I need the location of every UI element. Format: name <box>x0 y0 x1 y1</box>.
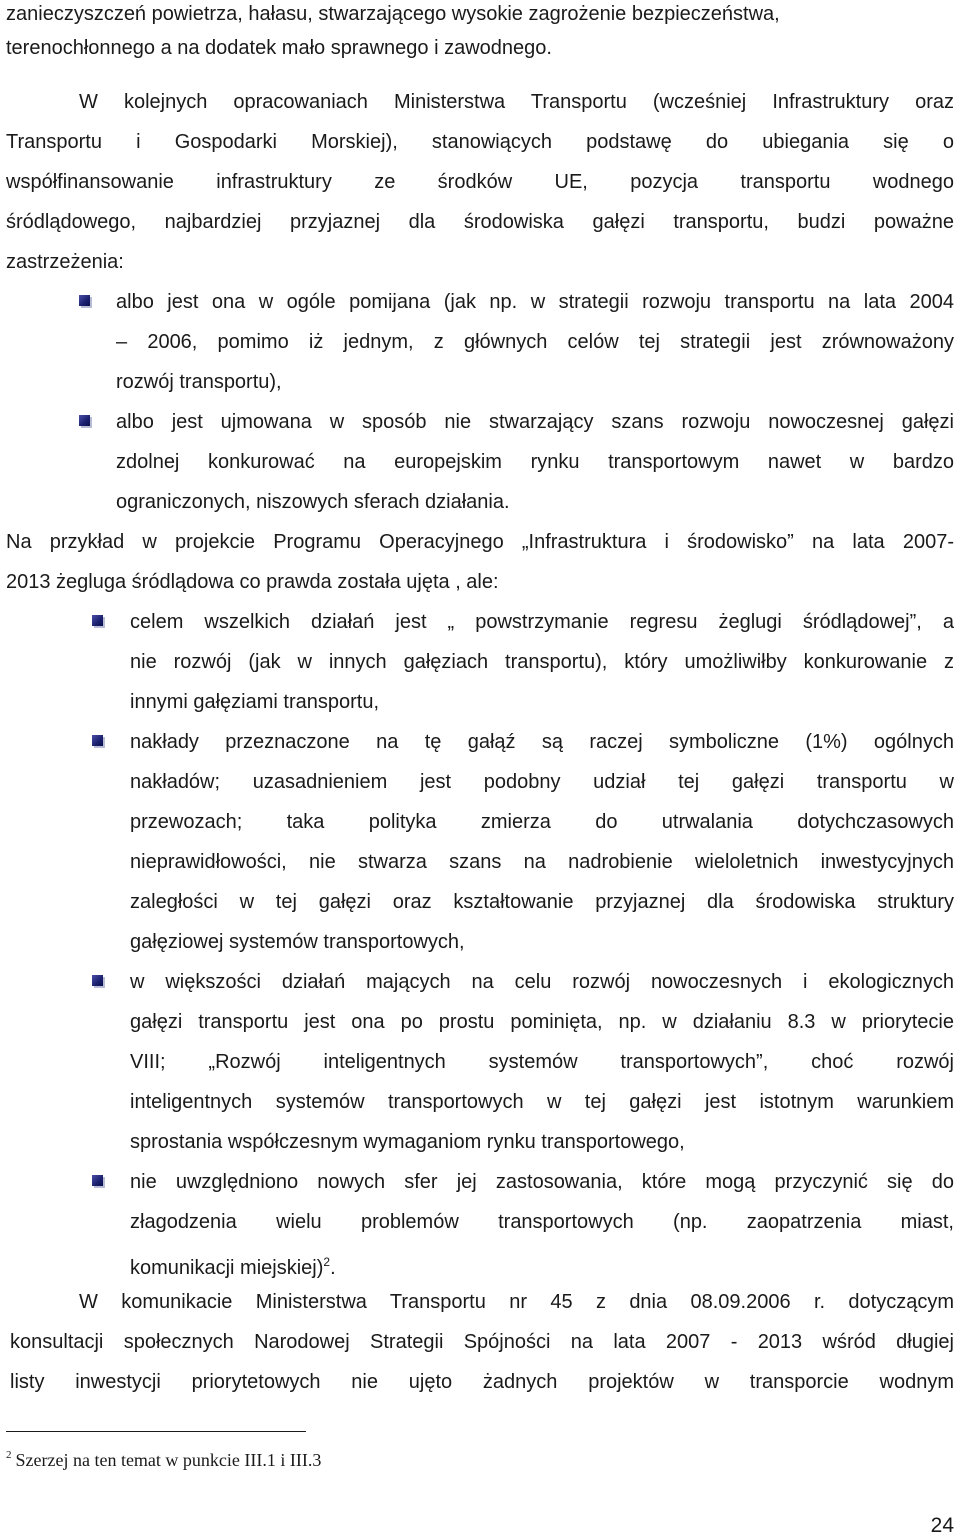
list-item-text: rozwój transportu), <box>116 371 282 393</box>
list-item-text: albo jest ona w ogóle pomijana (jak np. w strategii rozwoju transportu na lata 2004 <box>116 291 954 313</box>
list-item-text: celem wszelkich działań jest „ powstrzymanie regresu żeglugi śródlądowej”, a <box>130 611 954 633</box>
text-line: konsultacji społecznych Narodowej Strategii Spójności na lata 2007 - 2013 wśród długiej <box>10 1331 954 1353</box>
footnote-text: Szerzej na ten temat w punkcie III.1 i III.3 <box>15 1450 322 1470</box>
list-item-text: VIII; „Rozwój inteligentnych systemów transportowych”, choć rozwój <box>130 1051 954 1073</box>
list-item-text: nie uwzględniono nowych sfer jej zastosowania, które mogą przyczynić się do <box>130 1171 954 1193</box>
page-number: 24 <box>930 1514 954 1537</box>
footnote <box>6 1443 321 1472</box>
list-item-text: nakłady przeznaczone na tę gałąź są raczej symboliczne (1%) ogólnych <box>130 731 954 753</box>
text-line: Na przykład w projekcie Programu Operacyjnego „Infrastruktura i środowisko” na lata 2007- <box>6 531 954 553</box>
list-item-text: w większości działań mających na celu rozwój nowoczesnych i ekologicznych <box>130 971 954 993</box>
list-item-text: – 2006, pomimo iż jednym, z głównych celów tej strategii jest zrównoważony <box>116 331 954 353</box>
list-item-text: zaległości w tej gałęzi oraz kształtowanie przyjaznej dla środowiska struktury <box>130 891 954 913</box>
footnote-marker: 2 <box>6 1449 12 1461</box>
list-item-text: gałęzi transportu jest ona po prostu pominięta, np. w działaniu 8.3 w priorytecie <box>130 1011 954 1033</box>
list-item-text: nieprawidłowości, nie stwarza szans na nadrobienie wieloletnich inwestycyjnych <box>130 851 954 873</box>
text-line: W komunikacie Ministerstwa Transportu nr 45 z dnia 08.09.2006 r. dotyczącym <box>79 1291 954 1313</box>
text-line: Transportu i Gospodarki Morskiej), stanowiących podstawę do ubiegania się o <box>6 131 954 153</box>
bullet-icon <box>92 735 103 746</box>
text-line: zanieczyszczeń powietrza, hałasu, stwarzającego wysokie zagrożenie bezpieczeństwa, <box>6 3 780 25</box>
text-line: zastrzeżenia: <box>6 251 124 273</box>
list-item-text: nakładów; uzasadnieniem jest podobny udział tej gałęzi transportu w <box>130 771 954 793</box>
list-item-text: gałęziowej systemów transportowych, <box>130 931 465 953</box>
list-item-text: nie rozwój (jak w innych gałęziach transportu), który umożliwiłby konkurowanie z <box>130 651 954 673</box>
list-item-text: ograniczonych, niszowych sferach działania. <box>116 491 510 513</box>
list-item-text: inteligentnych systemów transportowych w tej gałęzi jest istotnym warunkiem <box>130 1091 954 1113</box>
text-line: terenochłonnego a na dodatek mało sprawnego i zawodnego. <box>6 37 552 59</box>
bullet-icon <box>79 415 90 426</box>
text-line: W kolejnych opracowaniach Ministerstwa Transportu (wcześniej Infrastruktury oraz <box>79 91 954 113</box>
text-line: śródlądowego, najbardziej przyjaznej dla środowiska gałęzi transportu, budzi poważne <box>6 211 954 233</box>
list-item-text: przewozach; taka polityka zmierza do utrwalania dotychczasowych <box>130 811 954 833</box>
footnote-reference[interactable]: 2 <box>323 1255 331 1269</box>
footnote-separator <box>6 1431 306 1432</box>
list-item-text: innymi gałęziami transportu, <box>130 691 379 713</box>
list-item-text: złagodzenia wielu problemów transportowych (np. zaopatrzenia miast, <box>130 1211 954 1233</box>
bullet-icon <box>92 1175 103 1186</box>
text-line: współfinansowanie infrastruktury ze środków UE, pozycja transportu wodnego <box>6 171 954 193</box>
bullet-icon <box>92 975 103 986</box>
text-line: listy inwestycji priorytetowych nie ujęto żadnych projektów w transporcie wodnym <box>10 1371 954 1393</box>
list-item-text: sprostania współczesnym wymaganiom rynku transportowego, <box>130 1131 685 1153</box>
text-line: 2013 żegluga śródlądowa co prawda została ujęta , ale: <box>6 571 499 593</box>
list-item-text-part: komunikacji miejskiej) <box>130 1257 324 1279</box>
bullet-icon <box>79 295 90 306</box>
list-item-text: albo jest ujmowana w sposób nie stwarzający szans rozwoju nowoczesnej gałęzi <box>116 411 954 433</box>
bullet-icon <box>92 615 103 626</box>
sentence-end: . <box>330 1257 336 1279</box>
list-item-text <box>130 1248 336 1282</box>
list-item-text: zdolnej konkurować na europejskim rynku transportowym nawet w bardzo <box>116 451 954 473</box>
